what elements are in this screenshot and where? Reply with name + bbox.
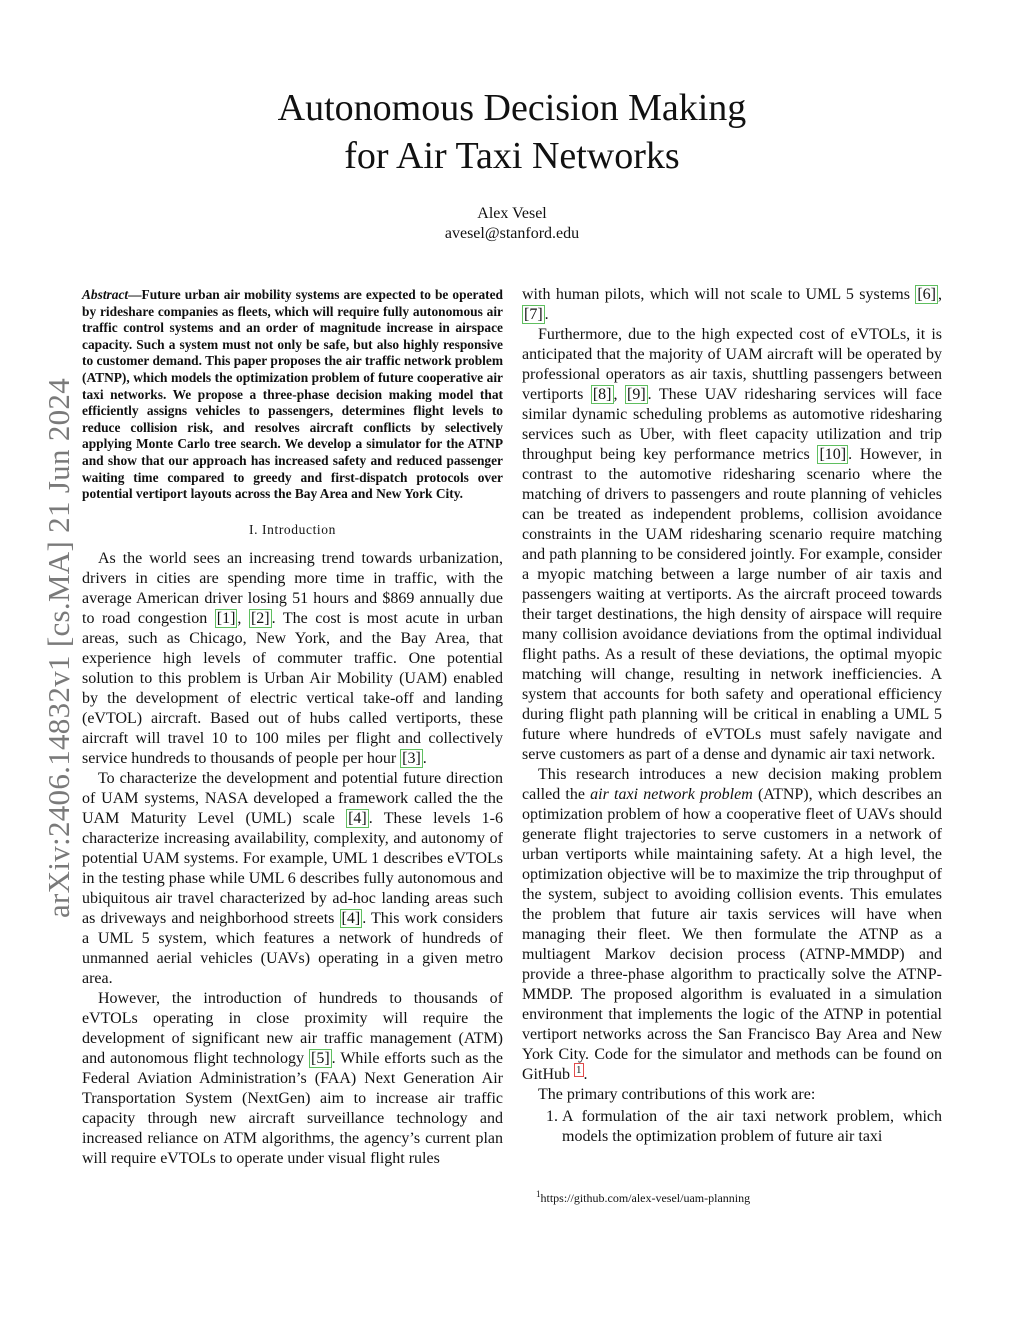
citation-1[interactable]: [1] (216, 609, 236, 627)
citation-4[interactable]: [4] (348, 809, 367, 827)
footnote-mark: 1 (536, 1189, 541, 1199)
intro-paragraph-3-continued: with human pilots, which will not scale to UML 5 systems [6] , [7] . (522, 286, 942, 323)
intro-paragraph-2: To characterize the development and potential future direction of UAM systems, NASA developed a framework called the the UAM Maturity Level (UML) scale [4] . These levels 1-6 characterize increasing availability, complexity, and autonomy of potential UAM systems. For example, UML 1 describes eVTOLs in the testing phase while UML 6 describes fully autonomous and ubiquitous air travel characterized by ad-hoc landing areas such as driveways and neighborhood streets [4] . This work considers a UML 5 system, which features a network of hundreds of unmanned aerial vehicles (UAVs) operating in a given metro area. (82, 769, 504, 987)
contributions-list (522, 1107, 942, 1147)
left-column (82, 287, 503, 1169)
author-block (300, 204, 724, 244)
paper-title (150, 84, 874, 180)
footnote-ref-1[interactable]: 1 (576, 1063, 582, 1076)
citation-10[interactable]: [10] (819, 446, 847, 463)
footnote-url[interactable]: https://github.com/alex-vesel/uam-planning (540, 1191, 751, 1205)
section-heading-introduction: I. Introduction (249, 521, 336, 537)
citation-5[interactable]: [5] (310, 1049, 330, 1067)
arxiv-side-identifier: arXiv:2406.14832v1 [cs.MA] 21 Jun 2024 (41, 377, 76, 919)
intro-paragraph-5: This research introduces a new decision making problem called the air taxi network problem (ATNP), which describes an optimization problem of how a cooperative fleet of UAVs should generate flight trajectories to serve customers in a network of urban vertiports while maintaining safety. At a high level, the optimization objective will be to maximize the trip throughput of the system, subject to avoiding collision events. This emulates the problem that future air taxis services will have when managing their fleet. We then formulate the ATNP as a multiagent Markov decision process (ATNP-MMDP) and provide a three-phase algorithm to practically solve the ATNP-MMDP. The proposed algorithm is evaluated in a simulation environment that implements the logic of the ATNP in potential vertiport networks across the San Francisco Bay Area and New York City. Code for the simulator and methods can be found on GitHub $^1$ . (522, 766, 942, 1083)
title-line-1: Autonomous Decision Making (277, 87, 747, 129)
footnote-1 (536, 1187, 750, 1205)
citation-4-repeat[interactable]: [4] (341, 909, 361, 927)
intro-paragraph-6: The primary contributions of this work are: (538, 1086, 816, 1103)
intro-paragraph-3: However, the introduction of hundreds to thousands of eVTOLs operating in close proximity will require the development of significant new air traffic management (ATM) and autonomous flight technology [5] . While efforts such as the Federal Aviation Administration’s (FAA) Next Generation Air Transportation System (NextGen) aim to increase air traffic capacity through new aircraft surveillance technology and increased reliance on ATM algorithms, the agency’s current plan will require eVTOLs to operate under visual flight rules (82, 989, 503, 1167)
atnp-emphasis: air taxi network problem (590, 786, 753, 803)
citation-8[interactable]: [8] (592, 386, 612, 403)
title-line-2: for Air Taxi Networks (344, 135, 680, 177)
citation-7[interactable]: [7] (524, 306, 543, 323)
citation-9[interactable]: [9] (627, 386, 646, 403)
author-name: Alex Vesel (477, 205, 547, 222)
intro-paragraph-4: Furthermore, due to the high expected cost of eVTOLs, it is anticipated that the majority of UAM aircraft will be operated by professional operators as air taxis, shuttling passengers between vertiports [8] , [9] . These UAV ridesharing services will face similar dynamic scheduling problems as automotive ridesharing services such as Uber, with fleet capacity utilization and trip throughput being key performance metrics [10] . However, in contrast to the automotive ridesharing scenario where the matching of drivers to passengers and route planning of vehicles can be treated as independent problems, collision avoidance constraints in the UAM ridesharing scenario require matching and path planning to be considered jointly. For example, consider a myopic matching between a large number of air taxis and passengers waiting at vertiports. As the aircraft proceed towards their target destinations, the high density of airspace will require many collision avoidance deviations from the optimal individual flight paths. As a result of these deviations, the optimal myopic matching will change, resulting in network inefficiencies. A system that accounts for both safety and operational efficiency during flight path planning will be critical in enabling a UML 5 future where hundreds of eVTOLs must safely navigate and serve customers as part of a dense and dynamic air taxi network. (522, 326, 942, 763)
intro-paragraph-1: As the world sees an increasing trend towards urbanization, drivers in cities are spending more time in traffic, with the average American driver losing 51 hours and $869 annually due to road congestion [1] , [2] . The cost is most acute in urban areas, such as Chicago, New York, and the Bay Area, that experience high levels of commuter traffic. One potential solution to this problem is Urban Air Mobility (UAM) enabled by the development of electric vertical take-off and landing (eVTOL) aircraft. Based out of hubs called vertiports, these aircraft will travel 10 to 100 miles per flight and collectively service hundreds to thousands of people per hour [3] . (82, 549, 504, 767)
abstract (82, 287, 503, 503)
citation-6[interactable]: [6] (917, 286, 936, 303)
author-email[interactable]: avesel@stanford.edu (444, 225, 580, 242)
abstract-label: Abstract (82, 287, 129, 302)
contribution-item-1: 1. A formulation of the air taxi network problem, which models the optimization problem of future air taxi (562, 1107, 942, 1147)
citation-2[interactable]: [2] (250, 609, 270, 627)
right-column (522, 285, 942, 1147)
citation-3[interactable]: [3] (402, 749, 421, 767)
abstract-text: —Future urban air mobility systems are expected to be operated by rideshare companies as fleets, which will require fully autonomous air traffic control systems and an order of magnitude increase in airspace capacity. Such a system must not only be safe, but also highly responsive to customer demand. This paper proposes the air traffic network problem (ATNP), which models the optimization problem of future cooperative air taxi networks. We propose a three-phase decision making model that efficiently assigns vehicles to passengers, determines flight levels to reduce collision risk, and resolves aircraft conflicts by selectively applying Monte Carlo tree search. We develop a simulator for the ATNP and show that our approach has increased safety and reduced passenger waiting time compared to greedy and first-dispatch protocols over potential vertiport layouts across the Bay Area and New York City. (82, 287, 503, 502)
